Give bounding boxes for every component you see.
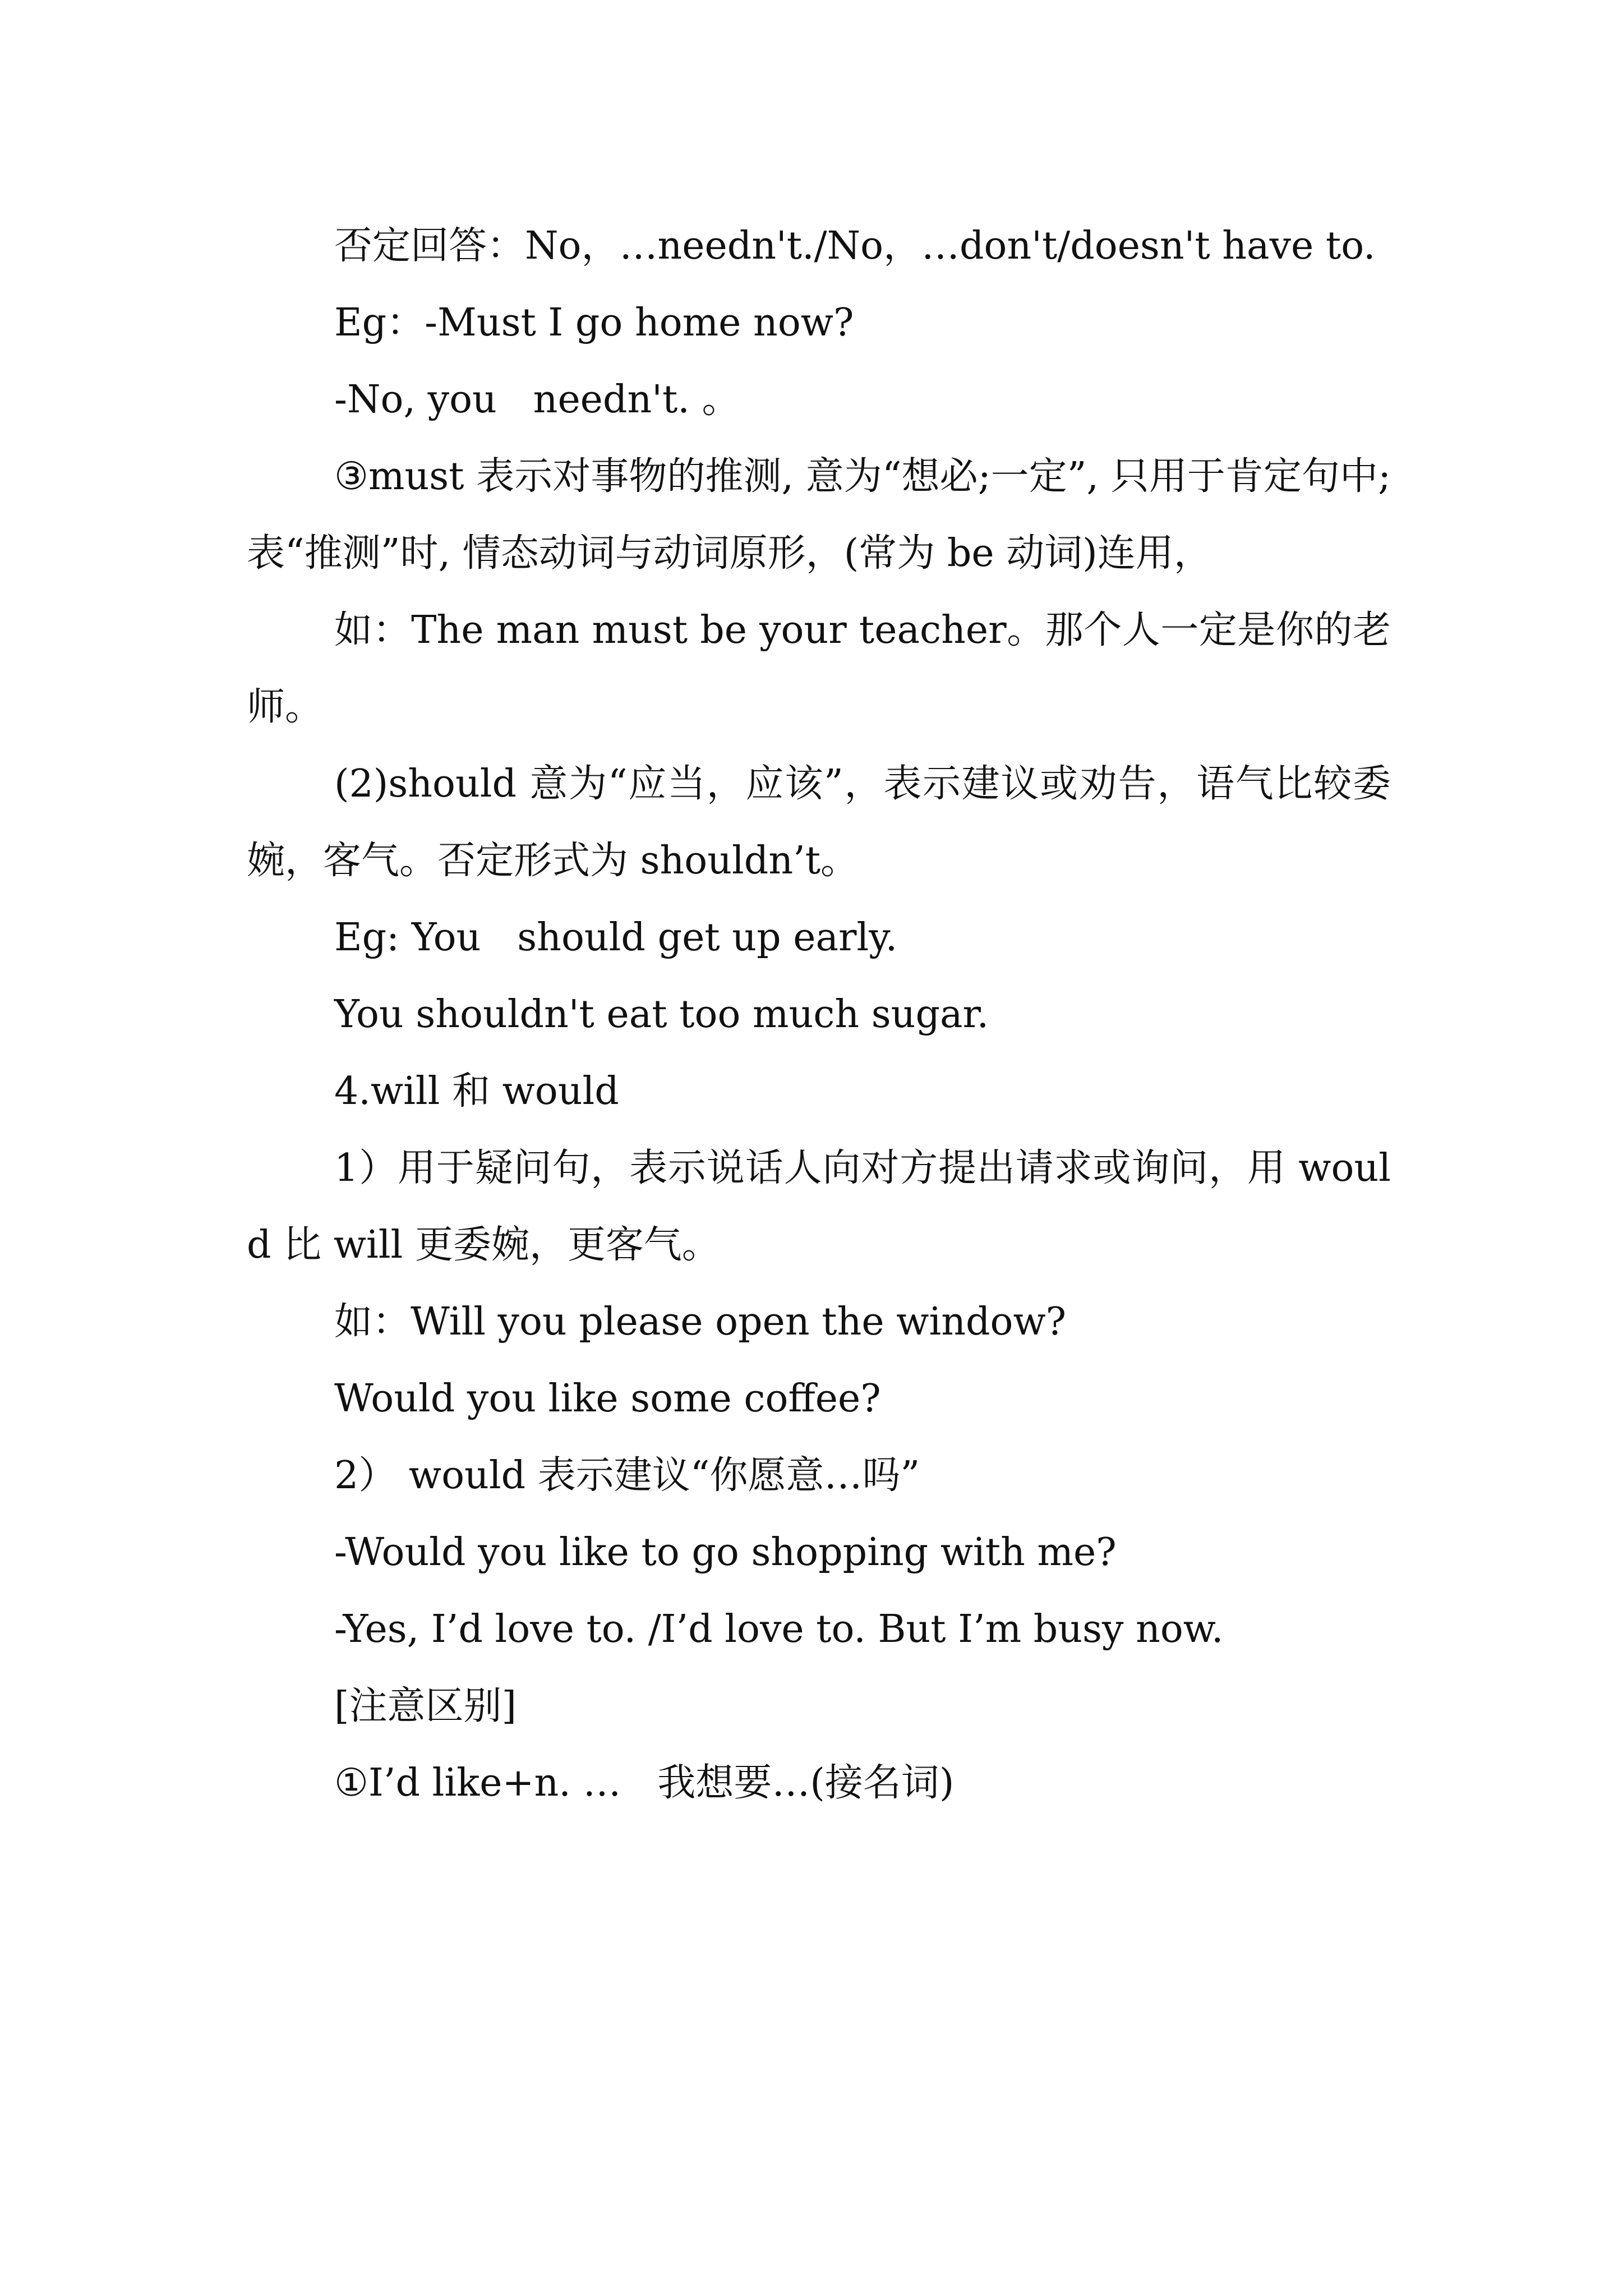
paragraph-must-inference: ③must 表示对事物的推测, 意为“想必;一定”, 只用于肯定句中;表“推测”时, 情态动词与动词原形，(常为 be 动词)连用， — [247, 454, 1391, 576]
document-body — [247, 208, 1391, 1821]
paragraph-dialog-answer: -Yes, I’d love to. /I’d love to. But I’m busy now. — [334, 1607, 1224, 1651]
paragraph-must-example: 如：The man must be your teacher。那个人一定是你的老师。 — [247, 608, 1391, 729]
paragraph-should-usage: (2)should 意为“应当，应该”，表示建议或劝告，语气比较委婉，客气。否定形式为 shouldn’t。 — [247, 762, 1391, 883]
paragraph-negative-answer: 否定回答：No，…needn't./No，…don't/doesn't have to. — [334, 224, 1376, 268]
paragraph-would-suggestion: 2） would 表示建议“你愿意…吗” — [334, 1453, 920, 1498]
paragraph-will-would-question: 1）用于疑问句，表示说话人向对方提出请求或询问，用 would 比 will 更委婉，更客气。 — [247, 1146, 1391, 1267]
paragraph-example-question: Eg：-Must I go home now? — [334, 301, 854, 345]
paragraph-note-heading: [注意区别] — [334, 1684, 517, 1728]
paragraph-id-like-noun: ①I’d like+n. … 我想要…(接名词) — [334, 1761, 955, 1805]
paragraph-will-example: 如：Will you please open the window? — [334, 1300, 1067, 1344]
paragraph-should-example-2: You shouldn't eat too much sugar. — [334, 992, 989, 1037]
paragraph-should-example-1: Eg: You should get up early. — [334, 915, 898, 960]
paragraph-would-example: Would you like some coffee? — [334, 1377, 881, 1421]
section-heading-will-would: 4.will 和 would — [334, 1069, 619, 1114]
paragraph-dialog-question: -Would you like to go shopping with me? — [334, 1530, 1117, 1575]
paragraph-example-answer: -No, you needn't. 。 — [334, 378, 740, 422]
